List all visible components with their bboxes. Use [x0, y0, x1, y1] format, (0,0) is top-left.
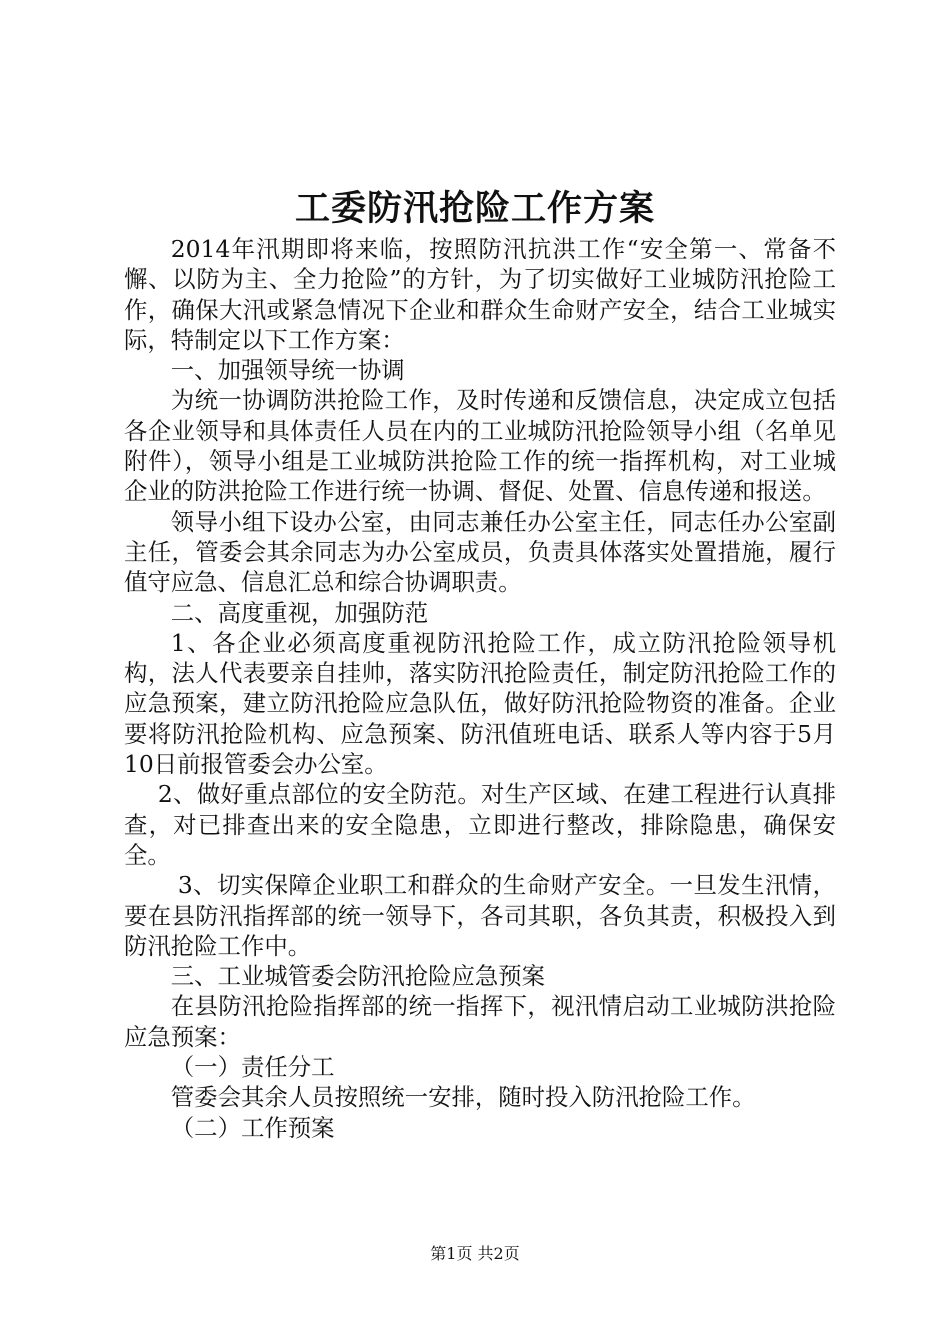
document-body [124, 234, 836, 1143]
paragraph-duty: 管委会其余人员按照统一安排，随时投入防汛抢险工作。 [170, 1083, 756, 1112]
paragraph-intro: 2014年汛期即将来临，按照防汛抗洪工作“安全第一、常备不懈、以防为主、全力抢险”的方针，为了切实做好工业城防汛抢险工作，确保大汛或紧急情况下企业和群众生命财产安全，结合工业城实际，特制定以下工作方案： [124, 235, 836, 354]
paragraph-item-3: 3、切实保障企业职工和群众的生命财产安全。一旦发生汛情，要在县防汛指挥部的统一领导下，各司其职，各负其责，积极投入到防汛抢险工作中。 [124, 871, 836, 960]
paragraph-leadership: 为统一协调防洪抢险工作，及时传递和反馈信息，决定成立包括各企业领导和具体责任人员在内的工业城防汛抢险领导小组（名单见附件），领导小组是工业城防洪抢险工作的统一指挥机构，对工业城企业的防洪抢险工作进行统一协调、督促、处置、信息传递和报送。 [124, 386, 836, 506]
subsection-heading-2: （二）工作预案 [170, 1113, 335, 1142]
section-heading-2: 二、高度重视，加强防范 [170, 598, 429, 627]
subsection-heading-1: （一）责任分工 [170, 1053, 335, 1082]
paragraph-item-2: 2、做好重点部位的安全防范。对生产区域、在建工程进行认真排查，对已排查出来的安全隐患，立即进行整改，排除隐患，确保安全。 [124, 780, 836, 869]
document-title: 工委防汛抢险工作方案 [294, 188, 655, 229]
section-heading-1: 一、加强领导统一协调 [170, 356, 405, 385]
section-heading-3: 三、工业城管委会防汛抢险应急预案 [170, 962, 546, 991]
page-footer: 第1页 共2页 [430, 1244, 520, 1263]
paragraph-emergency: 在县防汛抢险指挥部的统一指挥下，视汛情启动工业城防洪抢险应急预案： [124, 992, 836, 1051]
paragraph-item-1: 1、各企业必须高度重视防汛抢险工作，成立防汛抢险领导机构，法人代表要亲自挂帅，落实防汛抢险责任，制定防汛抢险工作的应急预案，建立防汛抢险应急队伍，做好防汛抢险物资的准备。企业要将防汛抢险机构、应急预案、防汛值班电话、联系人等内容于5月10日前报管委会办公室。 [124, 628, 836, 779]
paragraph-office: 领导小组下设办公室，由同志兼任办公室主任，同志任办公室副主任，管委会其余同志为办公室成员，负责具体落实处置措施，履行值守应急、信息汇总和综合协调职责。 [124, 507, 836, 597]
